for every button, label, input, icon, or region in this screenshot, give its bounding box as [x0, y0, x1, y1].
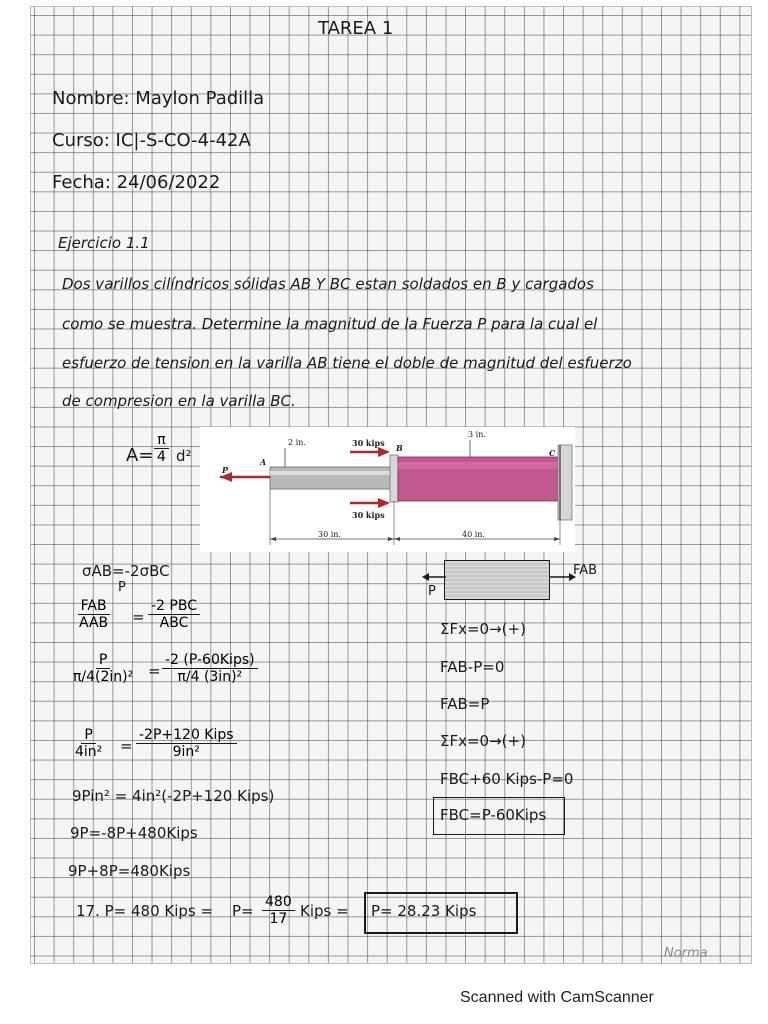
p-mark: P — [118, 580, 126, 595]
work-line-6: 9P+8P=480Kips — [68, 862, 191, 880]
step2-equals: = — [148, 662, 161, 680]
student-date: Fecha: 24/06/2022 — [52, 172, 221, 193]
area-fraction — [154, 432, 169, 465]
step2-left: $\frac{P}{\text{π/4(2in)²}}$ — [73, 652, 134, 685]
page-title: TAREA 1 — [318, 18, 394, 39]
len-ab-label: 30 in. — [318, 530, 341, 539]
area-fraction-den: 4 — [157, 449, 166, 465]
fbd-left-label: P — [428, 584, 436, 599]
weld-plate — [390, 455, 398, 502]
fbd-left-arrow — [420, 570, 450, 584]
equilibrium-line-1: ΣFx=0→(+) — [440, 620, 526, 638]
point-a-label: A — [260, 457, 267, 467]
problem-line-4: de compresion en la varilla BC. — [62, 392, 296, 410]
point-b-label: B — [396, 443, 403, 453]
problem-line-3: esfuerzo de tension en la varilla AB tiene el doble de magnitud del esfuerzo — [62, 354, 632, 372]
work-line-4: 9Pin² = 4in²(-2P+120 Kips) — [72, 787, 275, 805]
fbd-right-label: FAB — [573, 563, 598, 578]
final-mid-post: Kips = — [300, 902, 349, 920]
step1-right: -2 PBC ABC — [148, 598, 200, 631]
area-fraction-num: π — [154, 432, 168, 449]
dia-ab-label: 2 in. — [288, 438, 306, 447]
len-bc-label: 40 in. — [462, 530, 485, 539]
final-fraction: $\frac{480}{17}$ — [262, 894, 295, 927]
load-top-arrow — [378, 447, 390, 457]
final-lhs: 17. P= 480 Kips = — [76, 902, 214, 920]
student-course: Curso: IC|-S-CO-4-42A — [52, 130, 251, 151]
final-answer: P= 28.23 Kips — [371, 902, 477, 920]
rod-ab — [270, 467, 393, 489]
load-bottom-label: 30 kips — [352, 510, 385, 520]
point-c-label: C — [549, 448, 556, 458]
equilibrium-line-2: FAB-P=0 — [440, 658, 505, 676]
exercise-heading: Ejercicio 1.1 — [58, 234, 150, 252]
work-line-5: 9P=-8P+480Kips — [70, 824, 198, 842]
dia-bc-label: 3 in. — [468, 430, 486, 439]
step3-equals: = — [120, 737, 133, 755]
notebook-brand-watermark: Norma — [664, 946, 708, 961]
step3-left: $\frac{P}{\text{4in²}}$ — [75, 727, 103, 760]
equilibrium-line-3: FAB=P — [440, 695, 490, 713]
equilibrium-line-4: ΣFx=0→(+) — [440, 732, 526, 750]
step1-left: FAB AAB — [79, 598, 109, 631]
step1-equals: = — [132, 608, 145, 626]
area-tail: d² — [176, 447, 192, 465]
student-name: Nombre: Maylon Padilla — [52, 88, 265, 109]
scanner-footer: Scanned with CamScanner — [460, 989, 654, 1006]
step2-right: -2 (P-60Kips) π/4 (3in)² — [162, 652, 258, 685]
fbd-rod — [444, 560, 550, 600]
load-bottom-arrow — [378, 498, 390, 508]
area-label: A= — [126, 445, 154, 466]
problem-line-2: como se muestra. Determine la magnitud de la Fuerza P para la cual el — [62, 315, 598, 333]
load-top-label: 30 kips — [352, 438, 385, 448]
equilibrium-boxed: FBC=P-60Kips — [440, 806, 547, 824]
equilibrium-line-5: FBC+60 Kips-P=0 — [440, 770, 574, 788]
step3-right: -2P+120 Kips 9in² — [136, 727, 237, 760]
rod-figure — [200, 427, 575, 552]
force-p-label: P — [222, 465, 229, 475]
problem-line-1: Dos varillos cilíndricos sólidas AB Y BC estan soldados en B y cargados — [62, 275, 594, 293]
final-mid-pre: P= — [232, 902, 254, 920]
stress-relation: σAB=-2σBC — [82, 562, 170, 580]
